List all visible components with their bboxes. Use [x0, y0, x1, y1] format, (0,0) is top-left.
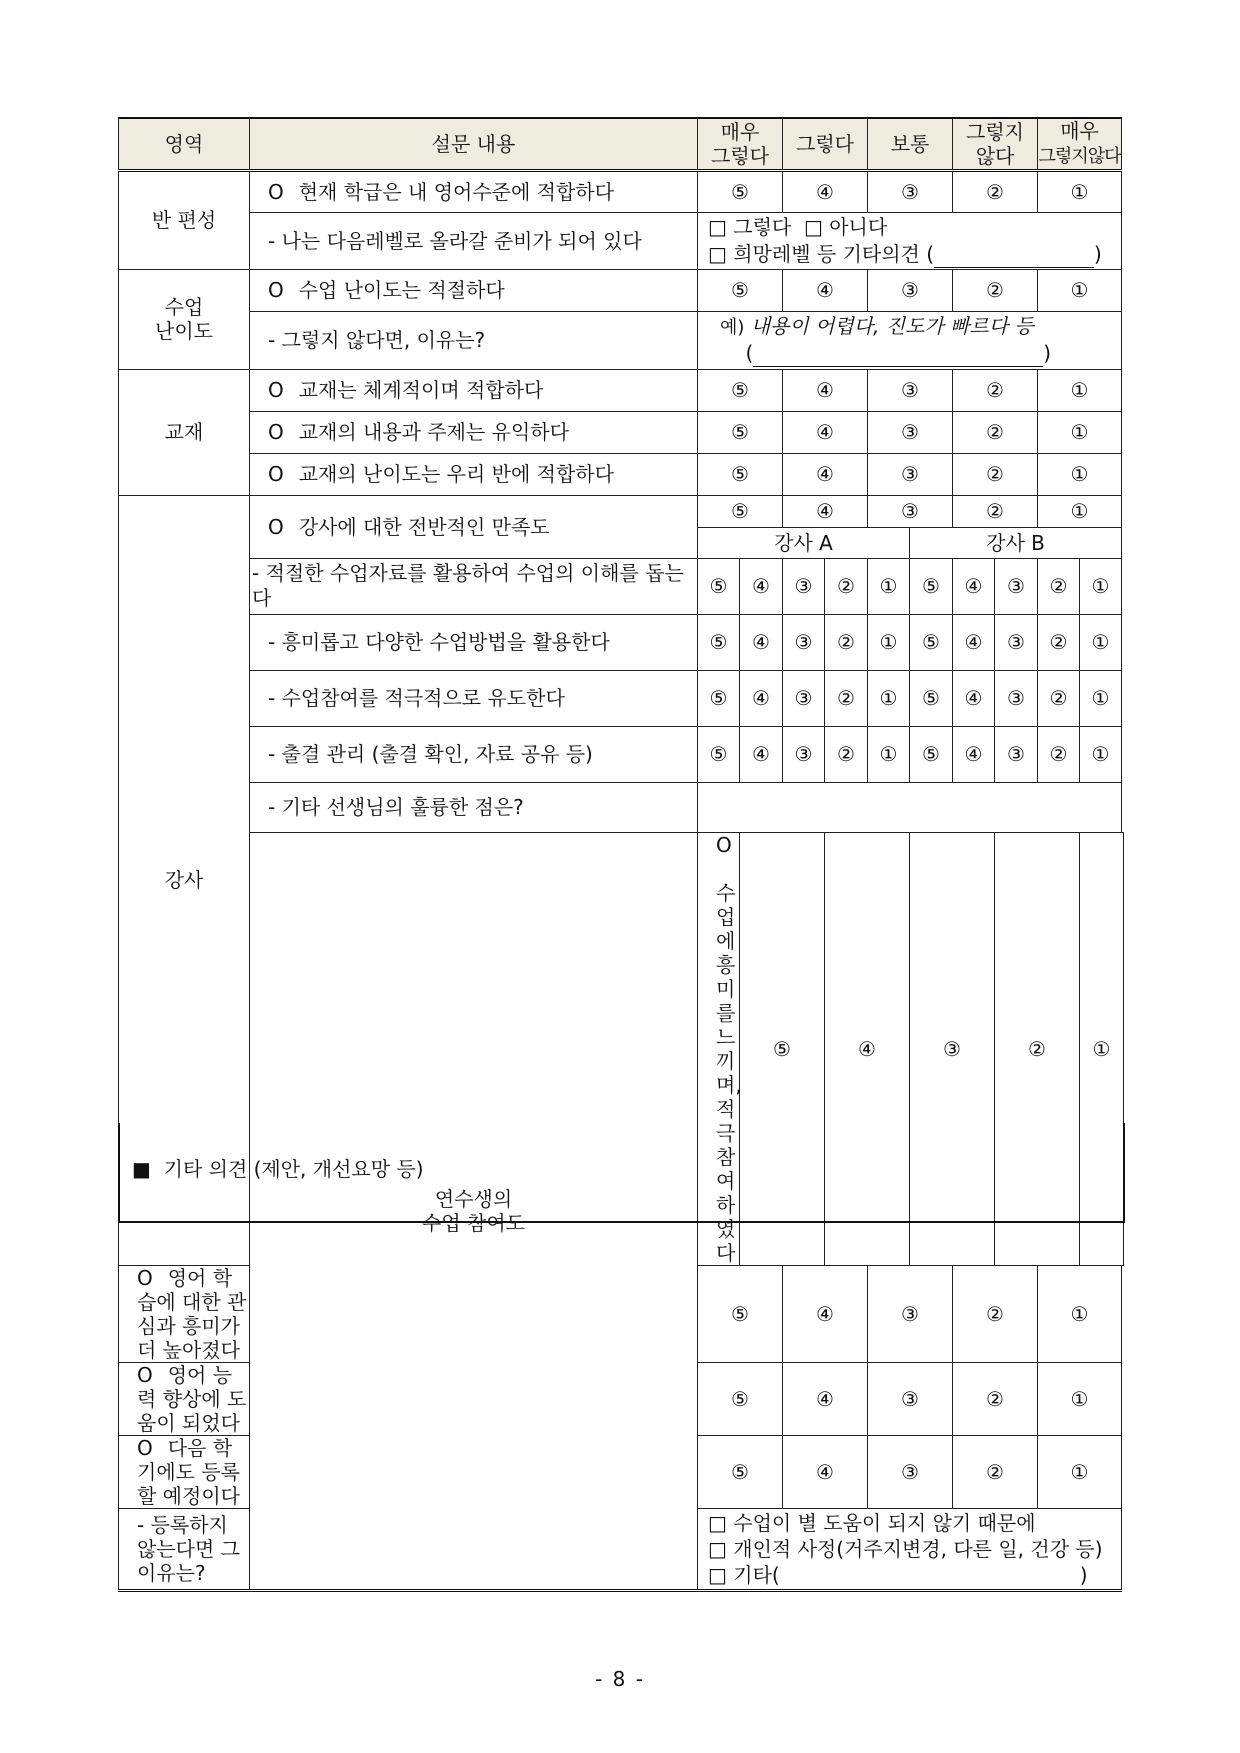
- instructor-q2: - 적절한 수업자료를 활용하여 수업의 이해를 돕는다: [250, 558, 698, 614]
- section-difficulty-label: 수업 난이도: [119, 269, 250, 369]
- instructor-q2-row: [119, 558, 1124, 614]
- score-3[interactable]: ③: [868, 1362, 953, 1435]
- score-a3[interactable]: ③: [783, 614, 825, 670]
- score-4[interactable]: ④: [783, 1435, 868, 1508]
- header-scale-5: 매우 그렇다: [698, 118, 783, 170]
- instructor-q6: - 기타 선생님의 훌륭한 점은?: [250, 782, 698, 832]
- score-4[interactable]: ④: [783, 170, 868, 212]
- participation-q4: O 다음 학기에도 등록할 예정이다: [119, 1435, 250, 1508]
- score-a1[interactable]: ①: [868, 614, 910, 670]
- score-a3[interactable]: ③: [783, 726, 825, 782]
- score-1[interactable]: ①: [1038, 269, 1122, 311]
- score-b5[interactable]: ⑤: [910, 726, 953, 782]
- instructor-q6-answer[interactable]: [698, 782, 1122, 832]
- score-1[interactable]: ①: [1038, 453, 1122, 495]
- score-a4[interactable]: ④: [740, 670, 783, 726]
- class-q1: O 현재 학급은 내 영어수준에 적합하다: [250, 170, 698, 212]
- score-2[interactable]: ②: [953, 269, 1038, 311]
- instructor-q1-row: [119, 495, 1124, 527]
- score-3[interactable]: ③: [868, 269, 953, 311]
- class-q2: - 나는 다음레벨로 올라갈 준비가 되어 있다: [250, 212, 698, 269]
- checkbox-yes[interactable]: □ 그렇다: [708, 214, 792, 239]
- instructor-q6-row: [119, 782, 1124, 832]
- score-a4[interactable]: ④: [740, 614, 783, 670]
- score-4[interactable]: ④: [783, 1265, 868, 1362]
- participation-q1: O 수업에 흥미를 느끼며, 적극 참여하였다: [698, 832, 740, 1265]
- score-3[interactable]: ③: [868, 411, 953, 453]
- checkbox-other-level[interactable]: □ 희망레벨 등 기타의견 (: [708, 241, 935, 266]
- score-a5[interactable]: ⑤: [698, 614, 740, 670]
- textbook-q2: O 교재의 내용과 주제는 유익하다: [250, 411, 698, 453]
- checkbox-personal[interactable]: □ 개인적 사정(거주지변경, 다른 일, 건강 등): [708, 1536, 1103, 1561]
- other-opinion-label: ■ 기타 의견 (제안, 개선요망 등): [132, 1157, 424, 1181]
- score-5[interactable]: ⑤: [698, 1265, 783, 1362]
- score-4[interactable]: ④: [783, 495, 868, 527]
- score-2[interactable]: ②: [953, 170, 1038, 212]
- score-4[interactable]: ④: [783, 1362, 868, 1435]
- score-3[interactable]: ③: [868, 1265, 953, 1362]
- score-3[interactable]: ③: [868, 1435, 953, 1508]
- score-1[interactable]: ①: [1038, 1265, 1122, 1362]
- header-scale-3: 보통: [868, 118, 953, 170]
- section-textbook-label: 교재: [119, 369, 250, 495]
- score-b1[interactable]: ①: [1080, 726, 1122, 782]
- score-5[interactable]: ⑤: [698, 170, 783, 212]
- participation-q3: O 영어 능력 향상에 도움이 되었다: [119, 1362, 250, 1435]
- score-3[interactable]: ③: [868, 369, 953, 411]
- score-1[interactable]: ①: [1038, 495, 1122, 527]
- score-a2[interactable]: ②: [825, 670, 868, 726]
- score-a2[interactable]: ②: [825, 558, 868, 614]
- score-a5[interactable]: ⑤: [698, 670, 740, 726]
- difficulty-q2-row: [119, 311, 1124, 369]
- score-a1[interactable]: ①: [868, 558, 910, 614]
- score-a2[interactable]: ②: [825, 614, 868, 670]
- score-1[interactable]: ①: [1038, 411, 1122, 453]
- textbook-q1-row: [119, 369, 1124, 411]
- score-1[interactable]: ①: [1038, 1362, 1122, 1435]
- header-area: 영역: [119, 118, 250, 170]
- survey-table: [118, 117, 1124, 1592]
- difficulty-q2: - 그렇지 않다면, 이유는?: [250, 311, 698, 369]
- score-4[interactable]: ④: [825, 832, 910, 1265]
- difficulty-q1-row: [119, 269, 1124, 311]
- class-q2-row: [119, 212, 1124, 269]
- score-b1[interactable]: ①: [1080, 558, 1122, 614]
- score-2[interactable]: ②: [995, 832, 1080, 1265]
- teacher-a-label: 강사 A: [698, 527, 910, 558]
- class-q2-options: □ 그렇다 □ 아니다 □ 희망레벨 등 기타의견 ( ): [698, 212, 1122, 269]
- score-a4[interactable]: ④: [740, 558, 783, 614]
- score-4[interactable]: ④: [783, 269, 868, 311]
- section-participation-label: 연수생의 수업 참여도: [250, 832, 698, 1590]
- score-2[interactable]: ②: [953, 1362, 1038, 1435]
- textbook-q3-row: [119, 453, 1124, 495]
- checkbox-no-help[interactable]: □ 수업이 별 도움이 되지 않기 때문에: [708, 1510, 1036, 1535]
- score-a2[interactable]: ②: [825, 726, 868, 782]
- score-a1[interactable]: ①: [868, 670, 910, 726]
- participation-q5-options: □ 수업이 별 도움이 되지 않기 때문에 □ 개인적 사정(거주지변경, 다른 일, 건강 등) □ 기타( ): [698, 1508, 1122, 1590]
- textbook-q1: O 교재는 체계적이며 적합하다: [250, 369, 698, 411]
- score-2[interactable]: ②: [953, 1265, 1038, 1362]
- instructor-q3-row: [119, 614, 1124, 670]
- score-2[interactable]: ②: [953, 369, 1038, 411]
- checkbox-no[interactable]: □ 아니다: [803, 214, 888, 239]
- score-b4[interactable]: ④: [953, 726, 995, 782]
- score-b5[interactable]: ⑤: [910, 614, 953, 670]
- score-b5[interactable]: ⑤: [910, 558, 953, 614]
- checkbox-other-reason[interactable]: □ 기타(: [708, 1562, 780, 1587]
- header-row: [119, 118, 1124, 170]
- header-scale-2: 그렇지 않다: [953, 118, 1038, 170]
- score-a3[interactable]: ③: [783, 670, 825, 726]
- score-1[interactable]: ①: [1080, 832, 1124, 1265]
- score-4[interactable]: ④: [783, 453, 868, 495]
- score-2[interactable]: ②: [953, 1435, 1038, 1508]
- instructor-q3: - 흥미롭고 다양한 수업방법을 활용한다: [250, 614, 698, 670]
- score-1[interactable]: ①: [1038, 1435, 1122, 1508]
- score-5[interactable]: ⑤: [698, 495, 783, 527]
- section-class-label: 반 편성: [119, 170, 250, 269]
- score-a5[interactable]: ⑤: [698, 558, 740, 614]
- score-2[interactable]: ②: [953, 495, 1038, 527]
- score-3[interactable]: ③: [910, 832, 995, 1265]
- score-5[interactable]: ⑤: [698, 369, 783, 411]
- score-5[interactable]: ⑤: [698, 411, 783, 453]
- score-5[interactable]: ⑤: [698, 453, 783, 495]
- textbook-q2-row: [119, 411, 1124, 453]
- score-b3[interactable]: ③: [995, 614, 1038, 670]
- score-a1[interactable]: ①: [868, 726, 910, 782]
- instructor-q4: - 수업참여를 적극적으로 유도한다: [250, 670, 698, 726]
- score-5[interactable]: ⑤: [698, 1362, 783, 1435]
- instructor-q4-row: [119, 670, 1124, 726]
- score-2[interactable]: ②: [953, 411, 1038, 453]
- score-b2[interactable]: ②: [1038, 558, 1080, 614]
- textbook-q3: O 교재의 난이도는 우리 반에 적합하다: [250, 453, 698, 495]
- difficulty-q2-answer[interactable]: 예) 내용이 어렵다, 진도가 빠르다 등 ( ): [698, 311, 1122, 369]
- header-content: 설문 내용: [250, 118, 698, 170]
- header-scale-1: 매우 그렇지않다: [1038, 118, 1122, 170]
- score-b4[interactable]: ④: [953, 670, 995, 726]
- score-b3[interactable]: ③: [995, 670, 1038, 726]
- score-3[interactable]: ③: [868, 170, 953, 212]
- instructor-q5-row: [119, 726, 1124, 782]
- score-b3[interactable]: ③: [995, 726, 1038, 782]
- score-a3[interactable]: ③: [783, 558, 825, 614]
- score-b1[interactable]: ①: [1080, 614, 1122, 670]
- score-3[interactable]: ③: [868, 495, 953, 527]
- score-5[interactable]: ⑤: [698, 1435, 783, 1508]
- class-q1-row: [119, 170, 1124, 212]
- instructor-q1: O 강사에 대한 전반적인 만족도: [250, 495, 698, 558]
- other-opinion-box[interactable]: [118, 1123, 1125, 1223]
- score-3[interactable]: ③: [868, 453, 953, 495]
- score-1[interactable]: ①: [1038, 170, 1122, 212]
- score-b2[interactable]: ②: [1038, 614, 1080, 670]
- score-4[interactable]: ④: [783, 411, 868, 453]
- header-scale-4: 그렇다: [783, 118, 868, 170]
- score-5[interactable]: ⑤: [698, 269, 783, 311]
- score-a4[interactable]: ④: [740, 726, 783, 782]
- score-1[interactable]: ①: [1038, 369, 1122, 411]
- score-2[interactable]: ②: [953, 453, 1038, 495]
- instructor-q5: - 출결 관리 (출결 확인, 자료 공유 등): [250, 726, 698, 782]
- score-b4[interactable]: ④: [953, 558, 995, 614]
- other-level-blank[interactable]: [934, 249, 1094, 268]
- teacher-b-label: 강사 B: [910, 527, 1122, 558]
- page-number: - 8 -: [595, 1667, 645, 1691]
- participation-q2: O 영어 학습에 대한 관심과 흥미가 더 높아졌다: [119, 1265, 250, 1362]
- score-b4[interactable]: ④: [953, 614, 995, 670]
- score-a5[interactable]: ⑤: [698, 726, 740, 782]
- participation-q5: - 등록하지 않는다면 그 이유는?: [119, 1508, 250, 1590]
- score-b3[interactable]: ③: [995, 558, 1038, 614]
- score-5[interactable]: ⑤: [740, 832, 825, 1265]
- score-b2[interactable]: ②: [1038, 670, 1080, 726]
- difficulty-q1: O 수업 난이도는 적절하다: [250, 269, 698, 311]
- score-b1[interactable]: ①: [1080, 670, 1122, 726]
- score-4[interactable]: ④: [783, 369, 868, 411]
- section-instructor-label: 강사: [119, 495, 250, 1265]
- score-b5[interactable]: ⑤: [910, 670, 953, 726]
- score-b2[interactable]: ②: [1038, 726, 1080, 782]
